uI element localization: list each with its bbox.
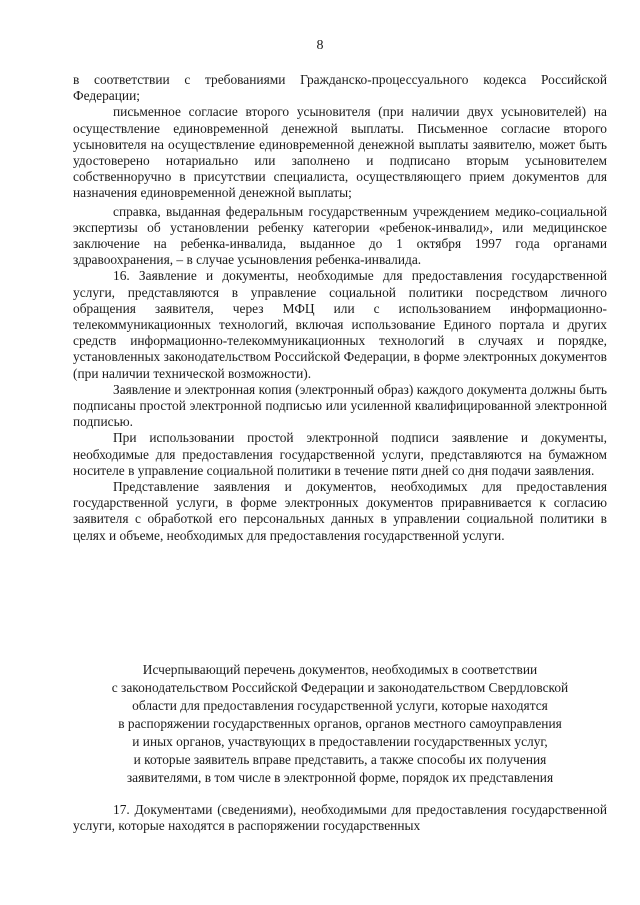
heading-line: области для предоставления государственной услуги, которые находятся [132, 698, 548, 713]
heading-line: с законодательством Российской Федерации и законодательством Свердловской [111, 680, 569, 695]
body-section-2 [73, 802, 607, 834]
paragraph: письменное согласие второго усыновителя (при наличии двух усыновителей) на осуществление единовременной денежной выплаты. Письменное согласие второго усыновителя на осуществление единовременной денежной выплаты заявителю, может быть удостоверено нотариально или заполнено и подписано вторым усыновителем собственноручно в присутствии специалиста, осуществляющего прием документов для назначения единовременной денежной выплаты; [73, 104, 607, 201]
heading-line: Исчерпывающий перечень документов, необходимых в соответствии [142, 662, 538, 677]
heading-line: в распоряжении государственных органов, органов местного самоуправления [118, 716, 562, 731]
paragraph: в соответствии с требованиями Гражданско-процессуального кодекса Российской Федерации; [73, 72, 607, 104]
paragraph: справка, выданная федеральным государственным учреждением медико-социальной экспертизы об установлении ребенку категории «ребенок-инвалид», или медицинское заключение на ребенка-инвалида, выданное до 1 октября 1997 года органами здравоохранения, – в случае усыновления ребенка-инвалида. [73, 203, 607, 268]
section-heading [73, 661, 607, 787]
heading-line: заявителями, в том числе в электронной форме, порядок их представления [126, 770, 554, 785]
heading-line: и иных органов, участвующих в предоставлении государственных услуг, [132, 734, 548, 749]
heading-line: и которые заявитель вправе представить, а также способы их получения [133, 752, 547, 767]
paragraph: При использовании простой электронной подписи заявление и документы, необходимые для предоставления государственной услуги, представляются на бумажном носителе в управление социальной политики в течение пяти дней со дня подачи заявления. [73, 430, 607, 478]
paragraph: 17. Документами (сведениями), необходимыми для предоставления государственной услуги, которые находятся в распоряжении государственных [73, 802, 607, 834]
paragraph: Представление заявления и документов, необходимых для предоставления государственной услуги, в форме электронных документов приравнивается к согласию заявителя с обработкой его персональных данных в управлении социальной политики в целях и объеме, необходимых для предоставления государственной услуги. [73, 479, 607, 543]
paragraph: Заявление и электронная копия (электронный образ) каждого документа должны быть подписаны простой электронной подписью или усиленной квалифицированной электронной подписью. [73, 381, 607, 430]
page-number: 8 [316, 38, 324, 53]
body-section-1 [73, 72, 607, 544]
paragraph: 16. Заявление и документы, необходимые для предоставления государственной услуги, представляются в управление социальной политики посредством личного обращения заявителя, через МФЦ или с использованием информационно-телекоммуникационных технологий, включая использование Единого портала и других средств информационно-телекоммуникационных технологий в случаях и порядке, установленных законодательством Российской Федерации, в форме электронных документов (при наличии технической возможности). [73, 268, 607, 381]
